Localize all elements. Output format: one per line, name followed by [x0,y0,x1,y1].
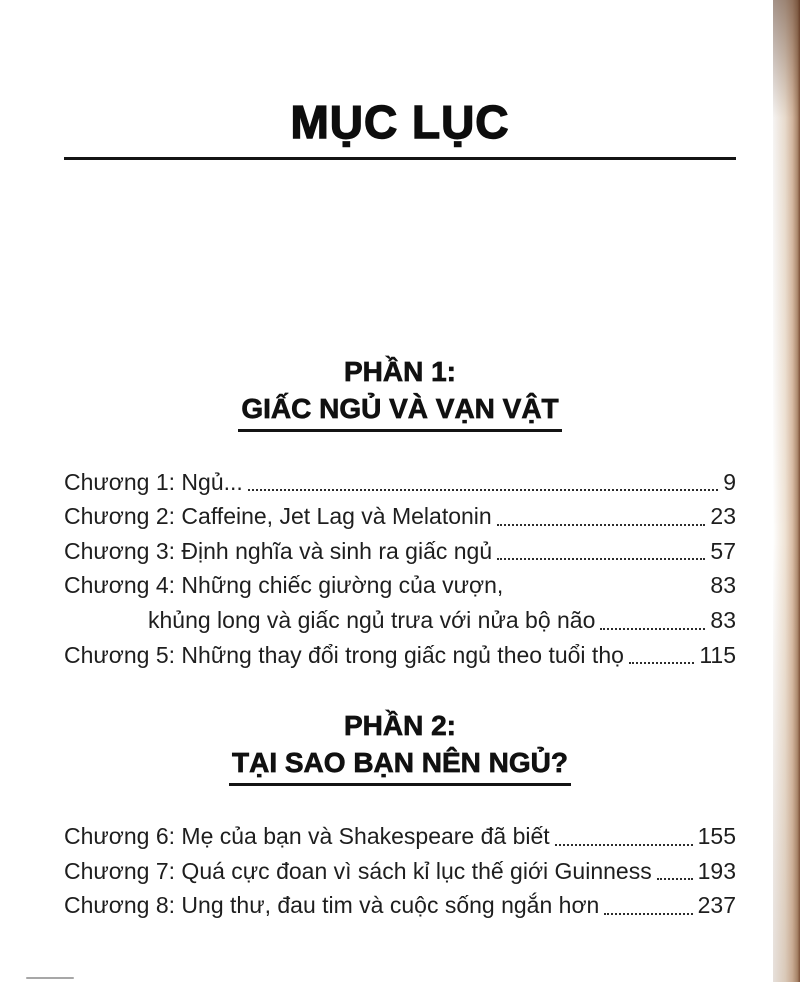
toc-entry-label: Chương 8: Ung thư, đau tim và cuộc sống ngắn hơn [64,892,600,919]
toc-leader-dots [492,499,708,534]
toc-leader-dots [243,465,720,500]
section-part-label: PHẦN 1: [343,355,456,387]
toc-entry-page: 23 [710,503,736,530]
toc-entry [64,638,736,673]
toc-entry-label: Chương 2: Caffeine, Jet Lag và Melatonin [64,503,492,530]
toc-entry-page: 115 [699,641,736,668]
toc-entry-label: Chương 5: Những thay đổi trong giấc ngủ theo tuổi thọ [64,641,624,668]
toc-leader-dots [624,638,696,673]
toc-entry-page: 9 [723,468,736,495]
section-part-label: PHẦN 2: [343,710,456,742]
toc-section [64,707,736,923]
toc-entry-page: 83 [710,572,736,599]
toc-leader-dots [595,603,707,638]
toc-entry-page: 57 [710,537,736,564]
toc-entry-label: Chương 6: Mẹ của bạn và Shakespeare đã biết [64,823,550,850]
toc-entry-page: 193 [697,857,736,884]
toc-entry-page: 83 [710,606,736,633]
toc-leader-dots [550,819,695,854]
toc-list [64,819,736,923]
toc-sections [64,353,736,923]
toc-entry [64,854,736,889]
toc-entry-label: Chương 4: Những chiếc giường của vượn, [64,572,504,599]
toc-entry [64,534,736,569]
toc-entry [64,568,736,603]
section-title: TẠI SAO BẠN NÊN NGỦ? [229,745,571,786]
scan-artifact [26,977,74,980]
toc-entry [64,465,736,500]
toc-entry-page: 155 [697,823,736,850]
page-title: MỤC LỤC [290,96,510,148]
toc-entry [64,603,736,638]
toc-entry-page: 237 [697,892,736,919]
page-content [0,97,800,923]
toc-entry [64,888,736,923]
section-heading [64,707,736,786]
toc-list [64,465,736,673]
toc-entry [64,499,736,534]
toc-entry-label: khủng long và giấc ngủ trưa với nửa bộ não [148,606,596,633]
toc-leader-dots [652,854,695,889]
section-heading [64,353,736,432]
toc-leader-dots [599,888,694,923]
section-title: GIẤC NGỦ VÀ VẠN VẬT [238,391,561,432]
toc-entry-label: Chương 3: Định nghĩa và sinh ra giấc ngủ [64,537,493,564]
toc-leader-dots [503,568,707,603]
toc-entry-label: Chương 7: Quá cực đoan vì sách kỉ lục thế giới Guinness [64,857,652,884]
toc-section [64,353,736,673]
toc-entry-label: Chương 1: Ngủ... [64,468,243,495]
toc-leader-dots [492,534,707,569]
toc-entry [64,819,736,854]
title-rule [64,157,736,160]
